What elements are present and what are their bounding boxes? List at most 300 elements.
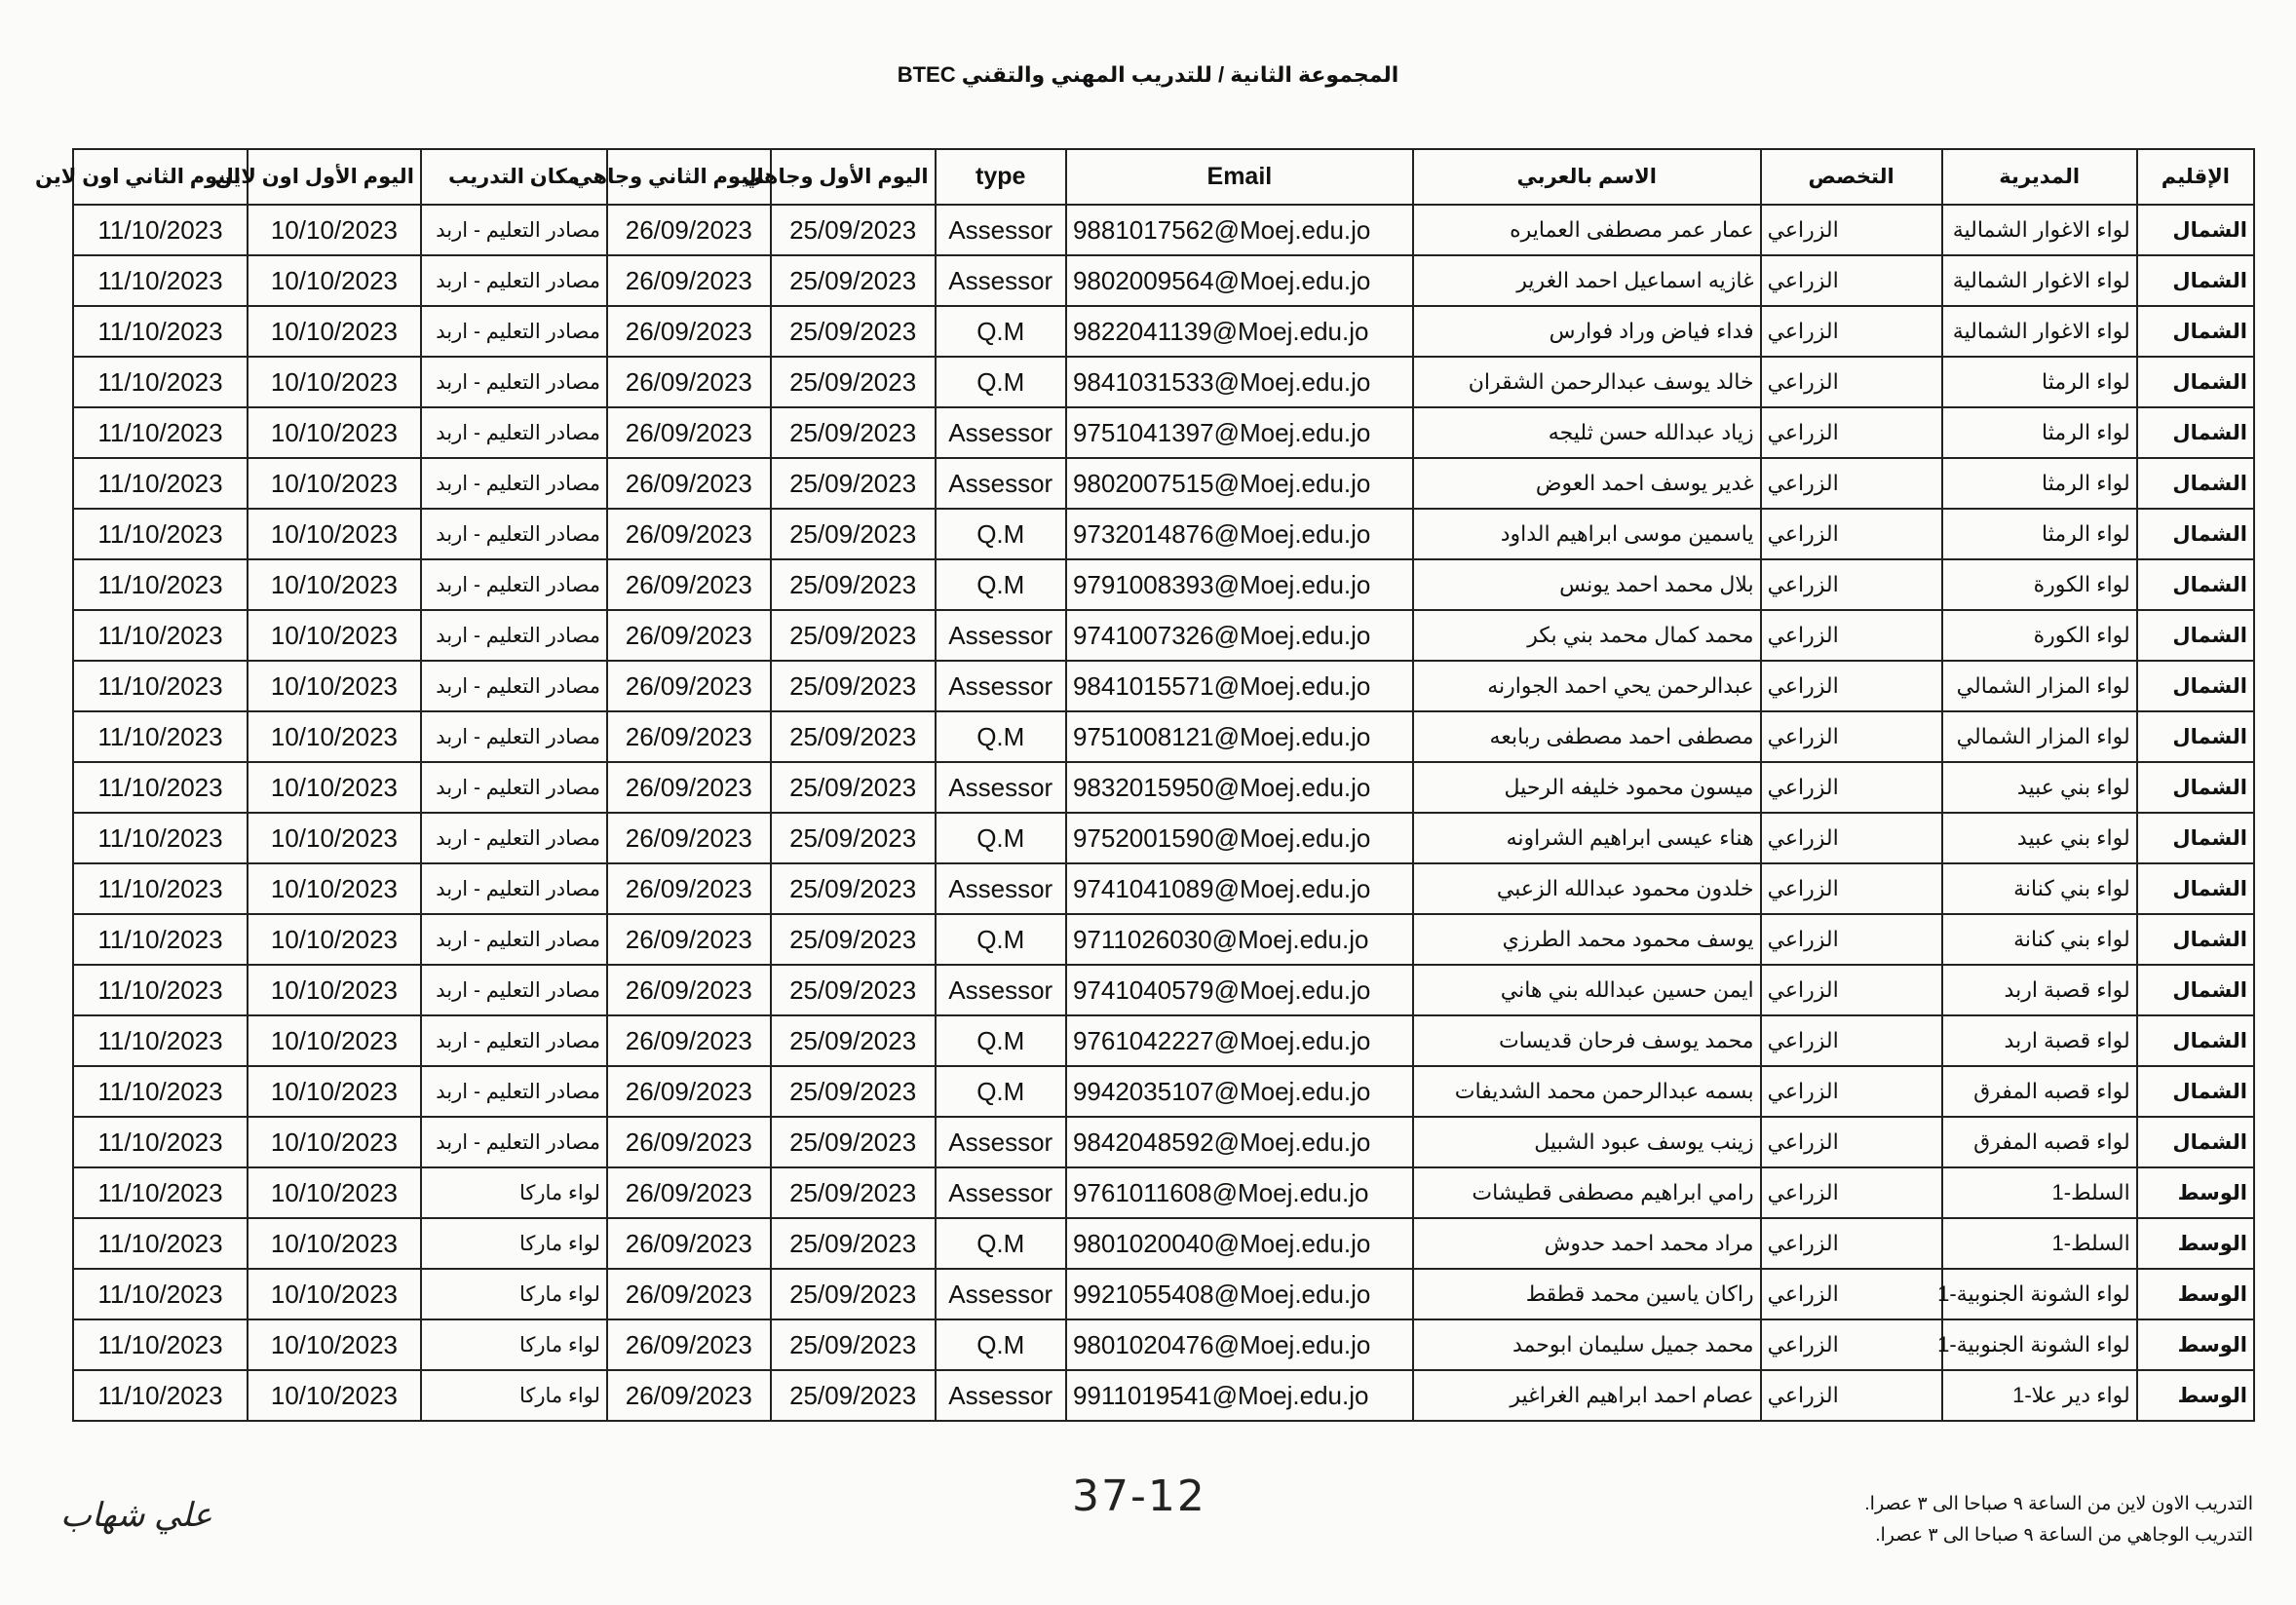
cell-specialty: الزراعي [1761, 205, 1942, 255]
cell-day1-online: 10/10/2023 [248, 1167, 421, 1218]
cell-specialty: الزراعي [1761, 661, 1942, 711]
cell-day2-in-person: 26/09/2023 [607, 661, 771, 711]
cell-day1-in-person: 25/09/2023 [771, 559, 936, 610]
cell-day2-online: 11/10/2023 [73, 914, 248, 965]
cell-email: 9942035107@Moej.edu.jo [1066, 1066, 1413, 1117]
cell-arabic-name: زياد عبدالله حسن ثليجه [1413, 407, 1761, 458]
table-row [73, 1269, 2254, 1319]
header-day1-online: اليوم الأول اون لاين [248, 149, 421, 205]
cell-region: الشمال [2137, 509, 2254, 559]
cell-day1-online: 10/10/2023 [248, 1218, 421, 1269]
cell-type: Q.M [936, 1015, 1066, 1066]
cell-specialty: الزراعي [1761, 458, 1942, 509]
cell-day2-in-person: 26/09/2023 [607, 762, 771, 813]
cell-day1-online: 10/10/2023 [248, 1319, 421, 1370]
cell-directorate: لواء الشونة الجنوبية-1 [1942, 1319, 2137, 1370]
cell-day2-online: 11/10/2023 [73, 509, 248, 559]
cell-arabic-name: بسمه عبدالرحمن محمد الشديفات [1413, 1066, 1761, 1117]
cell-day1-in-person: 25/09/2023 [771, 1015, 936, 1066]
cell-type: Q.M [936, 1066, 1066, 1117]
cell-region: الشمال [2137, 1117, 2254, 1167]
cell-specialty: الزراعي [1761, 863, 1942, 914]
cell-day2-online: 11/10/2023 [73, 407, 248, 458]
cell-training-place: مصادر التعليم - اربد [421, 762, 607, 813]
cell-day2-in-person: 26/09/2023 [607, 1167, 771, 1218]
cell-type: Q.M [936, 813, 1066, 863]
page-number: 37-12 [1072, 1471, 1206, 1521]
cell-day2-online: 11/10/2023 [73, 863, 248, 914]
cell-arabic-name: عصام احمد ابراهيم الغراغير [1413, 1370, 1761, 1421]
cell-arabic-name: مراد محمد احمد حدوش [1413, 1218, 1761, 1269]
cell-region: الشمال [2137, 559, 2254, 610]
cell-day1-in-person: 25/09/2023 [771, 1218, 936, 1269]
cell-directorate: لواء بني كنانة [1942, 863, 2137, 914]
cell-email: 9801020040@Moej.edu.jo [1066, 1218, 1413, 1269]
cell-specialty: الزراعي [1761, 559, 1942, 610]
cell-day2-in-person: 26/09/2023 [607, 1066, 771, 1117]
table-row [73, 306, 2254, 357]
cell-day2-online: 11/10/2023 [73, 661, 248, 711]
cell-day2-online: 11/10/2023 [73, 1066, 248, 1117]
table-row [73, 407, 2254, 458]
cell-type: Q.M [936, 914, 1066, 965]
cell-day2-in-person: 26/09/2023 [607, 1218, 771, 1269]
header-day2-online: اليوم الثاني اون لاين [73, 149, 248, 205]
cell-training-place: مصادر التعليم - اربد [421, 965, 607, 1015]
cell-training-place: لواء ماركا [421, 1167, 607, 1218]
cell-email: 9802007515@Moej.edu.jo [1066, 458, 1413, 509]
cell-directorate: لواء الكورة [1942, 559, 2137, 610]
cell-email: 9741007326@Moej.edu.jo [1066, 610, 1413, 661]
cell-arabic-name: ايمن حسين عبدالله بني هاني [1413, 965, 1761, 1015]
cell-specialty: الزراعي [1761, 1066, 1942, 1117]
cell-arabic-name: خالد يوسف عبدالرحمن الشقران [1413, 357, 1761, 407]
footer-note-in-person: التدريب الوجاهي من الساعة ٩ صباحا الى ٣ عصرا. [1875, 1525, 2253, 1546]
table-row [73, 1117, 2254, 1167]
cell-email: 9841015571@Moej.edu.jo [1066, 661, 1413, 711]
cell-directorate: لواء بني عبيد [1942, 813, 2137, 863]
cell-email: 9822041139@Moej.edu.jo [1066, 306, 1413, 357]
table-row [73, 1015, 2254, 1066]
cell-day2-online: 11/10/2023 [73, 357, 248, 407]
table-row [73, 509, 2254, 559]
cell-day2-in-person: 26/09/2023 [607, 813, 771, 863]
cell-specialty: الزراعي [1761, 1015, 1942, 1066]
cell-day2-in-person: 26/09/2023 [607, 205, 771, 255]
cell-directorate: لواء الرمثا [1942, 458, 2137, 509]
cell-training-place: مصادر التعليم - اربد [421, 1117, 607, 1167]
cell-day1-in-person: 25/09/2023 [771, 661, 936, 711]
cell-directorate: لواء الكورة [1942, 610, 2137, 661]
table-row [73, 711, 2254, 762]
cell-specialty: الزراعي [1761, 1167, 1942, 1218]
cell-specialty: الزراعي [1761, 965, 1942, 1015]
cell-day1-in-person: 25/09/2023 [771, 458, 936, 509]
cell-training-place: مصادر التعليم - اربد [421, 610, 607, 661]
cell-day1-in-person: 25/09/2023 [771, 610, 936, 661]
cell-arabic-name: خلدون محمود عبدالله الزعبي [1413, 863, 1761, 914]
cell-email: 9761011608@Moej.edu.jo [1066, 1167, 1413, 1218]
cell-arabic-name: بلال محمد احمد يونس [1413, 559, 1761, 610]
table-row [73, 255, 2254, 306]
cell-specialty: الزراعي [1761, 762, 1942, 813]
cell-arabic-name: عمار عمر مصطفى العمايره [1413, 205, 1761, 255]
cell-day2-in-person: 26/09/2023 [607, 407, 771, 458]
cell-day1-online: 10/10/2023 [248, 509, 421, 559]
cell-day1-in-person: 25/09/2023 [771, 1167, 936, 1218]
cell-region: الشمال [2137, 661, 2254, 711]
cell-specialty: الزراعي [1761, 1117, 1942, 1167]
cell-specialty: الزراعي [1761, 1319, 1942, 1370]
header-region: الإقليم [2137, 149, 2254, 205]
cell-day2-in-person: 26/09/2023 [607, 1370, 771, 1421]
cell-directorate: السلط-1 [1942, 1167, 2137, 1218]
cell-directorate: لواء الشونة الجنوبية-1 [1942, 1269, 2137, 1319]
cell-day2-online: 11/10/2023 [73, 1269, 248, 1319]
cell-region: الوسط [2137, 1319, 2254, 1370]
cell-day2-online: 11/10/2023 [73, 1218, 248, 1269]
table-row [73, 863, 2254, 914]
cell-day2-online: 11/10/2023 [73, 1117, 248, 1167]
cell-day1-in-person: 25/09/2023 [771, 762, 936, 813]
cell-day1-online: 10/10/2023 [248, 559, 421, 610]
cell-directorate: لواء قصبة اربد [1942, 965, 2137, 1015]
cell-arabic-name: غازيه اسماعيل احمد الغرير [1413, 255, 1761, 306]
cell-day2-in-person: 26/09/2023 [607, 255, 771, 306]
table-row [73, 559, 2254, 610]
cell-directorate: لواء قصبه المفرق [1942, 1066, 2137, 1117]
cell-arabic-name: فداء فياض وراد فوارس [1413, 306, 1761, 357]
cell-day1-online: 10/10/2023 [248, 407, 421, 458]
cell-training-place: مصادر التعليم - اربد [421, 1015, 607, 1066]
cell-region: الوسط [2137, 1218, 2254, 1269]
cell-email: 9881017562@Moej.edu.jo [1066, 205, 1413, 255]
cell-day1-online: 10/10/2023 [248, 1015, 421, 1066]
cell-day1-online: 10/10/2023 [248, 1370, 421, 1421]
cell-email: 9911019541@Moej.edu.jo [1066, 1370, 1413, 1421]
table-body [73, 205, 2254, 1421]
cell-region: الشمال [2137, 357, 2254, 407]
cell-training-place: مصادر التعليم - اربد [421, 711, 607, 762]
cell-email: 9832015950@Moej.edu.jo [1066, 762, 1413, 813]
cell-specialty: الزراعي [1761, 306, 1942, 357]
cell-day2-in-person: 26/09/2023 [607, 610, 771, 661]
cell-email: 9741041089@Moej.edu.jo [1066, 863, 1413, 914]
header-type: type [936, 149, 1066, 205]
cell-region: الشمال [2137, 306, 2254, 357]
cell-region: الشمال [2137, 1066, 2254, 1117]
cell-day2-online: 11/10/2023 [73, 762, 248, 813]
cell-day1-in-person: 25/09/2023 [771, 357, 936, 407]
cell-day1-online: 10/10/2023 [248, 863, 421, 914]
cell-email: 9711026030@Moej.edu.jo [1066, 914, 1413, 965]
cell-day1-online: 10/10/2023 [248, 711, 421, 762]
cell-arabic-name: ميسون محمود خليفه الرحيل [1413, 762, 1761, 813]
cell-training-place: مصادر التعليم - اربد [421, 559, 607, 610]
table-row [73, 610, 2254, 661]
cell-region: الشمال [2137, 711, 2254, 762]
cell-region: الوسط [2137, 1269, 2254, 1319]
handwritten-signature: علي شهاب [60, 1497, 212, 1534]
cell-day2-online: 11/10/2023 [73, 1015, 248, 1066]
cell-day1-online: 10/10/2023 [248, 610, 421, 661]
cell-training-place: مصادر التعليم - اربد [421, 863, 607, 914]
cell-day1-in-person: 25/09/2023 [771, 711, 936, 762]
cell-day1-online: 10/10/2023 [248, 1066, 421, 1117]
cell-day1-online: 10/10/2023 [248, 306, 421, 357]
cell-day1-in-person: 25/09/2023 [771, 813, 936, 863]
cell-day1-in-person: 25/09/2023 [771, 914, 936, 965]
cell-training-place: مصادر التعليم - اربد [421, 306, 607, 357]
cell-day2-online: 11/10/2023 [73, 1167, 248, 1218]
cell-day1-in-person: 25/09/2023 [771, 509, 936, 559]
trainees-table [35, 148, 2255, 1422]
cell-specialty: الزراعي [1761, 914, 1942, 965]
cell-specialty: الزراعي [1761, 1370, 1942, 1421]
cell-type: Assessor [936, 458, 1066, 509]
footer-note-online: التدريب الاون لاين من الساعة ٩ صباحا الى ٣ عصرا. [1864, 1494, 2253, 1514]
cell-email: 9751041397@Moej.edu.jo [1066, 407, 1413, 458]
cell-arabic-name: يوسف محمود محمد الطرزي [1413, 914, 1761, 965]
cell-training-place: مصادر التعليم - اربد [421, 914, 607, 965]
cell-region: الشمال [2137, 762, 2254, 813]
cell-arabic-name: رامي ابراهيم مصطفى قطيشات [1413, 1167, 1761, 1218]
cell-training-place: لواء ماركا [421, 1269, 607, 1319]
cell-directorate: لواء المزار الشمالي [1942, 661, 2137, 711]
cell-email: 9732014876@Moej.edu.jo [1066, 509, 1413, 559]
cell-region: الشمال [2137, 407, 2254, 458]
cell-specialty: الزراعي [1761, 357, 1942, 407]
cell-day2-online: 11/10/2023 [73, 610, 248, 661]
cell-day1-in-person: 25/09/2023 [771, 1269, 936, 1319]
cell-type: Assessor [936, 407, 1066, 458]
cell-email: 9921055408@Moej.edu.jo [1066, 1269, 1413, 1319]
table-row [73, 914, 2254, 965]
cell-training-place: مصادر التعليم - اربد [421, 813, 607, 863]
cell-day2-in-person: 26/09/2023 [607, 1015, 771, 1066]
cell-type: Assessor [936, 1167, 1066, 1218]
cell-training-place: مصادر التعليم - اربد [421, 509, 607, 559]
table-row [73, 813, 2254, 863]
cell-specialty: الزراعي [1761, 1269, 1942, 1319]
cell-region: الشمال [2137, 1015, 2254, 1066]
cell-day2-online: 11/10/2023 [73, 205, 248, 255]
cell-directorate: السلط-1 [1942, 1218, 2137, 1269]
cell-region: الشمال [2137, 863, 2254, 914]
cell-type: Q.M [936, 711, 1066, 762]
cell-day2-in-person: 26/09/2023 [607, 711, 771, 762]
cell-day2-in-person: 26/09/2023 [607, 509, 771, 559]
cell-region: الوسط [2137, 1370, 2254, 1421]
table-row [73, 458, 2254, 509]
cell-day1-online: 10/10/2023 [248, 965, 421, 1015]
table-row [73, 965, 2254, 1015]
cell-directorate: لواء الرمثا [1942, 357, 2137, 407]
cell-type: Q.M [936, 306, 1066, 357]
cell-email: 9842048592@Moej.edu.jo [1066, 1117, 1413, 1167]
cell-day2-online: 11/10/2023 [73, 255, 248, 306]
cell-region: الوسط [2137, 1167, 2254, 1218]
cell-specialty: الزراعي [1761, 813, 1942, 863]
cell-arabic-name: راكان ياسين محمد قطقط [1413, 1269, 1761, 1319]
cell-directorate: لواء قصبة اربد [1942, 1015, 2137, 1066]
cell-arabic-name: محمد يوسف فرحان قديسات [1413, 1015, 1761, 1066]
cell-directorate: لواء الاغوار الشمالية [1942, 306, 2137, 357]
header-directorate: المديرية [1942, 149, 2137, 205]
cell-day2-online: 11/10/2023 [73, 813, 248, 863]
cell-region: الشمال [2137, 813, 2254, 863]
cell-day1-online: 10/10/2023 [248, 458, 421, 509]
table-row [73, 357, 2254, 407]
cell-training-place: مصادر التعليم - اربد [421, 255, 607, 306]
cell-day1-online: 10/10/2023 [248, 1269, 421, 1319]
cell-directorate: لواء الاغوار الشمالية [1942, 255, 2137, 306]
cell-day2-in-person: 26/09/2023 [607, 1117, 771, 1167]
cell-email: 9791008393@Moej.edu.jo [1066, 559, 1413, 610]
document-title: المجموعة الثانية / للتدريب المهني والتقني BTEC [897, 62, 1399, 87]
cell-type: Assessor [936, 965, 1066, 1015]
cell-day2-in-person: 26/09/2023 [607, 1269, 771, 1319]
cell-day2-in-person: 26/09/2023 [607, 863, 771, 914]
table-row [73, 1218, 2254, 1269]
cell-arabic-name: عبدالرحمن يحي احمد الجوارنه [1413, 661, 1761, 711]
cell-specialty: الزراعي [1761, 255, 1942, 306]
cell-arabic-name: زينب يوسف عبود الشبيل [1413, 1117, 1761, 1167]
cell-specialty: الزراعي [1761, 610, 1942, 661]
cell-type: Assessor [936, 255, 1066, 306]
cell-day1-in-person: 25/09/2023 [771, 1066, 936, 1117]
table-row [73, 1370, 2254, 1421]
table-row [73, 1167, 2254, 1218]
cell-region: الشمال [2137, 205, 2254, 255]
cell-day1-in-person: 25/09/2023 [771, 1319, 936, 1370]
cell-day1-in-person: 25/09/2023 [771, 1117, 936, 1167]
cell-type: Assessor [936, 1117, 1066, 1167]
cell-day1-online: 10/10/2023 [248, 255, 421, 306]
cell-day2-in-person: 26/09/2023 [607, 306, 771, 357]
cell-specialty: الزراعي [1761, 509, 1942, 559]
cell-type: Assessor [936, 1269, 1066, 1319]
cell-day1-in-person: 25/09/2023 [771, 1370, 936, 1421]
cell-day2-online: 11/10/2023 [73, 458, 248, 509]
cell-email: 9751008121@Moej.edu.jo [1066, 711, 1413, 762]
cell-directorate: لواء الاغوار الشمالية [1942, 205, 2137, 255]
cell-type: Q.M [936, 509, 1066, 559]
cell-region: الشمال [2137, 610, 2254, 661]
header-arabic-name: الاسم بالعربي [1413, 149, 1761, 205]
cell-training-place: مصادر التعليم - اربد [421, 407, 607, 458]
cell-type: Q.M [936, 559, 1066, 610]
cell-day1-online: 10/10/2023 [248, 357, 421, 407]
cell-email: 9752001590@Moej.edu.jo [1066, 813, 1413, 863]
cell-type: Assessor [936, 1370, 1066, 1421]
cell-day2-online: 11/10/2023 [73, 711, 248, 762]
cell-day1-online: 10/10/2023 [248, 1117, 421, 1167]
cell-email: 9802009564@Moej.edu.jo [1066, 255, 1413, 306]
cell-directorate: لواء المزار الشمالي [1942, 711, 2137, 762]
cell-day2-in-person: 26/09/2023 [607, 458, 771, 509]
header-specialty: التخصص [1761, 149, 1942, 205]
cell-arabic-name: مصطفى احمد مصطفى ربابعه [1413, 711, 1761, 762]
cell-day1-online: 10/10/2023 [248, 661, 421, 711]
cell-day2-in-person: 26/09/2023 [607, 559, 771, 610]
cell-training-place: مصادر التعليم - اربد [421, 357, 607, 407]
cell-directorate: لواء الرمثا [1942, 509, 2137, 559]
table-row [73, 1319, 2254, 1370]
cell-directorate: لواء دير علا-1 [1942, 1370, 2137, 1421]
cell-training-place: مصادر التعليم - اربد [421, 1066, 607, 1117]
table-row [73, 661, 2254, 711]
cell-arabic-name: محمد جميل سليمان ابوحمد [1413, 1319, 1761, 1370]
cell-arabic-name: غدير يوسف احمد العوض [1413, 458, 1761, 509]
cell-arabic-name: هناء عيسى ابراهيم الشراونه [1413, 813, 1761, 863]
cell-arabic-name: ياسمين موسى ابراهيم الداود [1413, 509, 1761, 559]
table-row [73, 1066, 2254, 1117]
cell-day2-in-person: 26/09/2023 [607, 914, 771, 965]
cell-day2-in-person: 26/09/2023 [607, 1319, 771, 1370]
cell-type: Q.M [936, 1319, 1066, 1370]
cell-email: 9841031533@Moej.edu.jo [1066, 357, 1413, 407]
cell-training-place: لواء ماركا [421, 1370, 607, 1421]
cell-type: Q.M [936, 1218, 1066, 1269]
cell-email: 9741040579@Moej.edu.jo [1066, 965, 1413, 1015]
header-day1-in-person: اليوم الأول وجاهي [771, 149, 936, 205]
cell-day1-online: 10/10/2023 [248, 813, 421, 863]
cell-type: Assessor [936, 610, 1066, 661]
cell-day2-online: 11/10/2023 [73, 559, 248, 610]
cell-region: الشمال [2137, 965, 2254, 1015]
cell-directorate: لواء الرمثا [1942, 407, 2137, 458]
cell-day2-online: 11/10/2023 [73, 965, 248, 1015]
cell-training-place: مصادر التعليم - اربد [421, 661, 607, 711]
cell-specialty: الزراعي [1761, 407, 1942, 458]
cell-day1-online: 10/10/2023 [248, 205, 421, 255]
cell-directorate: لواء بني كنانة [1942, 914, 2137, 965]
cell-email: 9761042227@Moej.edu.jo [1066, 1015, 1413, 1066]
cell-day2-in-person: 26/09/2023 [607, 357, 771, 407]
cell-specialty: الزراعي [1761, 711, 1942, 762]
cell-training-place: مصادر التعليم - اربد [421, 458, 607, 509]
header-training-place: مكان التدريب [421, 149, 607, 205]
table-row [73, 205, 2254, 255]
cell-type: Assessor [936, 762, 1066, 813]
cell-day1-in-person: 25/09/2023 [771, 407, 936, 458]
cell-email: 9801020476@Moej.edu.jo [1066, 1319, 1413, 1370]
cell-type: Q.M [936, 357, 1066, 407]
cell-day1-in-person: 25/09/2023 [771, 255, 936, 306]
cell-type: Assessor [936, 661, 1066, 711]
cell-day1-in-person: 25/09/2023 [771, 306, 936, 357]
cell-day1-in-person: 25/09/2023 [771, 205, 936, 255]
cell-specialty: الزراعي [1761, 1218, 1942, 1269]
cell-type: Assessor [936, 863, 1066, 914]
table-row [73, 762, 2254, 813]
header-row [73, 149, 2254, 205]
cell-day2-online: 11/10/2023 [73, 1370, 248, 1421]
cell-type: Assessor [936, 205, 1066, 255]
cell-day1-in-person: 25/09/2023 [771, 965, 936, 1015]
cell-training-place: لواء ماركا [421, 1319, 607, 1370]
cell-training-place: لواء ماركا [421, 1218, 607, 1269]
cell-directorate: لواء بني عبيد [1942, 762, 2137, 813]
cell-region: الشمال [2137, 255, 2254, 306]
cell-directorate: لواء قصبه المفرق [1942, 1117, 2137, 1167]
cell-day2-online: 11/10/2023 [73, 1319, 248, 1370]
cell-day1-online: 10/10/2023 [248, 762, 421, 813]
cell-arabic-name: محمد كمال محمد بني بكر [1413, 610, 1761, 661]
cell-day1-in-person: 25/09/2023 [771, 863, 936, 914]
cell-region: الشمال [2137, 914, 2254, 965]
